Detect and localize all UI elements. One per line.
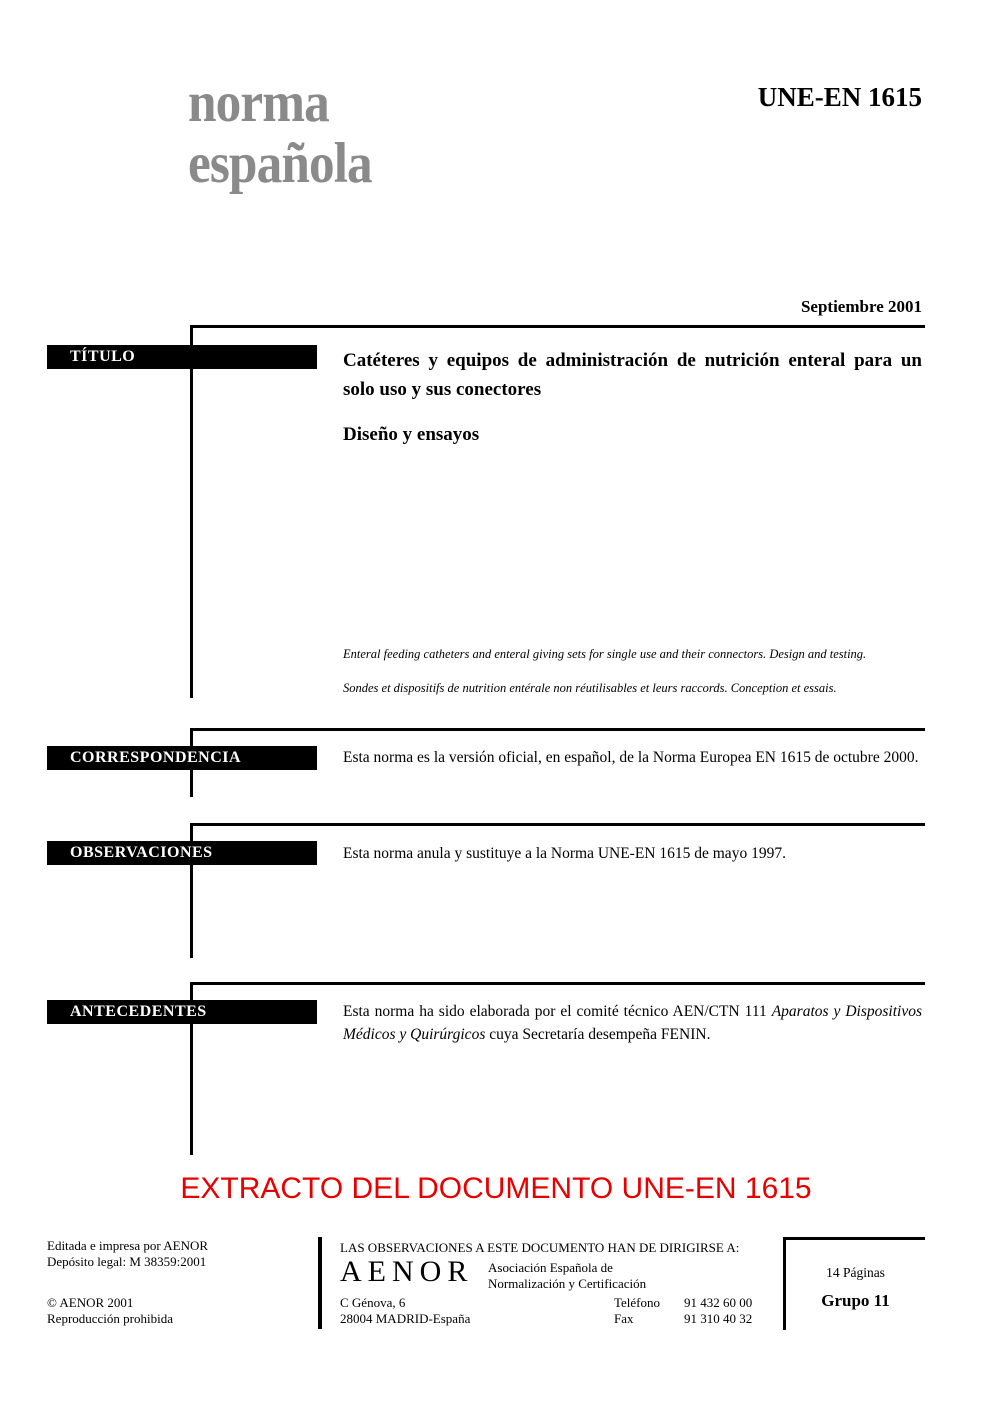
address-line2: 28004 MADRID-España <box>340 1311 471 1326</box>
footer-copyright: © AENOR 2001 <box>47 1295 134 1310</box>
page-count: 14 Páginas <box>826 1265 885 1280</box>
pages-box-left-rule <box>783 1237 786 1330</box>
aenor-org-name <box>488 1260 646 1292</box>
correspondencia-label: CORRESPONDENCIA <box>47 746 317 770</box>
brand-line2: española <box>188 132 372 195</box>
fax-label: Fax <box>614 1311 634 1326</box>
phone-fax-values <box>684 1295 752 1327</box>
brand-line1: norma <box>188 71 329 134</box>
org-name-line1: Asociación Española de <box>488 1260 613 1275</box>
title-french: Sondes et dispositifs de nutrition entérale non réutilisables et leurs raccords. Conception et essais. <box>343 681 837 695</box>
titulo-label: TÍTULO <box>47 345 317 369</box>
pages-box-top-rule <box>783 1237 925 1240</box>
antecedentes-label: ANTECEDENTES <box>47 1000 317 1024</box>
group-number: Grupo 11 <box>821 1291 890 1310</box>
document-number: UNE-EN 1615 <box>757 82 922 112</box>
aenor-logo: AENOR <box>340 1255 474 1288</box>
footer-legal-deposit: Depósito legal: M 38359:2001 <box>47 1254 207 1269</box>
address-line1: C Génova, 6 <box>340 1295 406 1310</box>
antecedentes-body-suffix: cuya Secretaría desempeña FENIN. <box>485 1026 711 1043</box>
footer-copyright-block <box>47 1295 173 1327</box>
publication-date: Septiembre 2001 <box>800 297 922 316</box>
correspondencia-section-top-rule <box>190 728 925 731</box>
observaciones-section-top-rule <box>190 823 925 826</box>
titulo-section-top-rule <box>190 325 925 328</box>
footer-observations-notice: LAS OBSERVACIONES A ESTE DOCUMENTO HAN DE DIRIGIRSE A: <box>340 1240 740 1255</box>
fax-value: 91 310 40 32 <box>684 1311 753 1326</box>
extract-notice: EXTRACTO DEL DOCUMENTO UNE-EN 1615 <box>180 1172 812 1205</box>
document-title: Catéteres y equipos de administración de nutrición enteral para un solo uso y sus conectores <box>343 350 922 400</box>
phone-fax-labels <box>614 1295 660 1327</box>
observaciones-body: Esta norma anula y sustituye a la Norma UNE-EN 1615 de mayo 1997. <box>343 845 786 862</box>
document-subtitle: Diseño y ensayos <box>343 424 480 445</box>
footer-published-by: Editada e impresa por AENOR <box>47 1238 209 1253</box>
titulo-section-left-rule <box>190 325 193 698</box>
title-english: Enteral feeding catheters and enteral giving sets for single use and their connectors. Design and testing. <box>343 647 867 661</box>
norma-espanola-logo <box>188 72 372 194</box>
observaciones-label: OBSERVACIONES <box>47 841 317 865</box>
aenor-address <box>340 1295 470 1327</box>
antecedentes-body-committee-name: Aparatos y Dispositivos Médicos y Quirúrgicos <box>343 1003 922 1043</box>
footer-divider-rule <box>318 1237 322 1329</box>
correspondencia-body: Esta norma es la versión oficial, en español, de la Norma Europea EN 1615 de octubre 2000. <box>343 749 919 766</box>
antecedentes-section-top-rule <box>190 982 925 985</box>
footer-reproduction: Reproducción prohibida <box>47 1311 173 1326</box>
phone-value: 91 432 60 00 <box>684 1295 753 1310</box>
footer-publisher-block <box>47 1238 208 1270</box>
antecedentes-body-prefix: Esta norma ha sido elaborada por el comité técnico AEN/CTN 111 <box>343 1003 772 1020</box>
phone-label: Teléfono <box>614 1295 661 1310</box>
antecedentes-body <box>343 1000 922 1046</box>
org-name-line2: Normalización y Certificación <box>488 1276 647 1291</box>
